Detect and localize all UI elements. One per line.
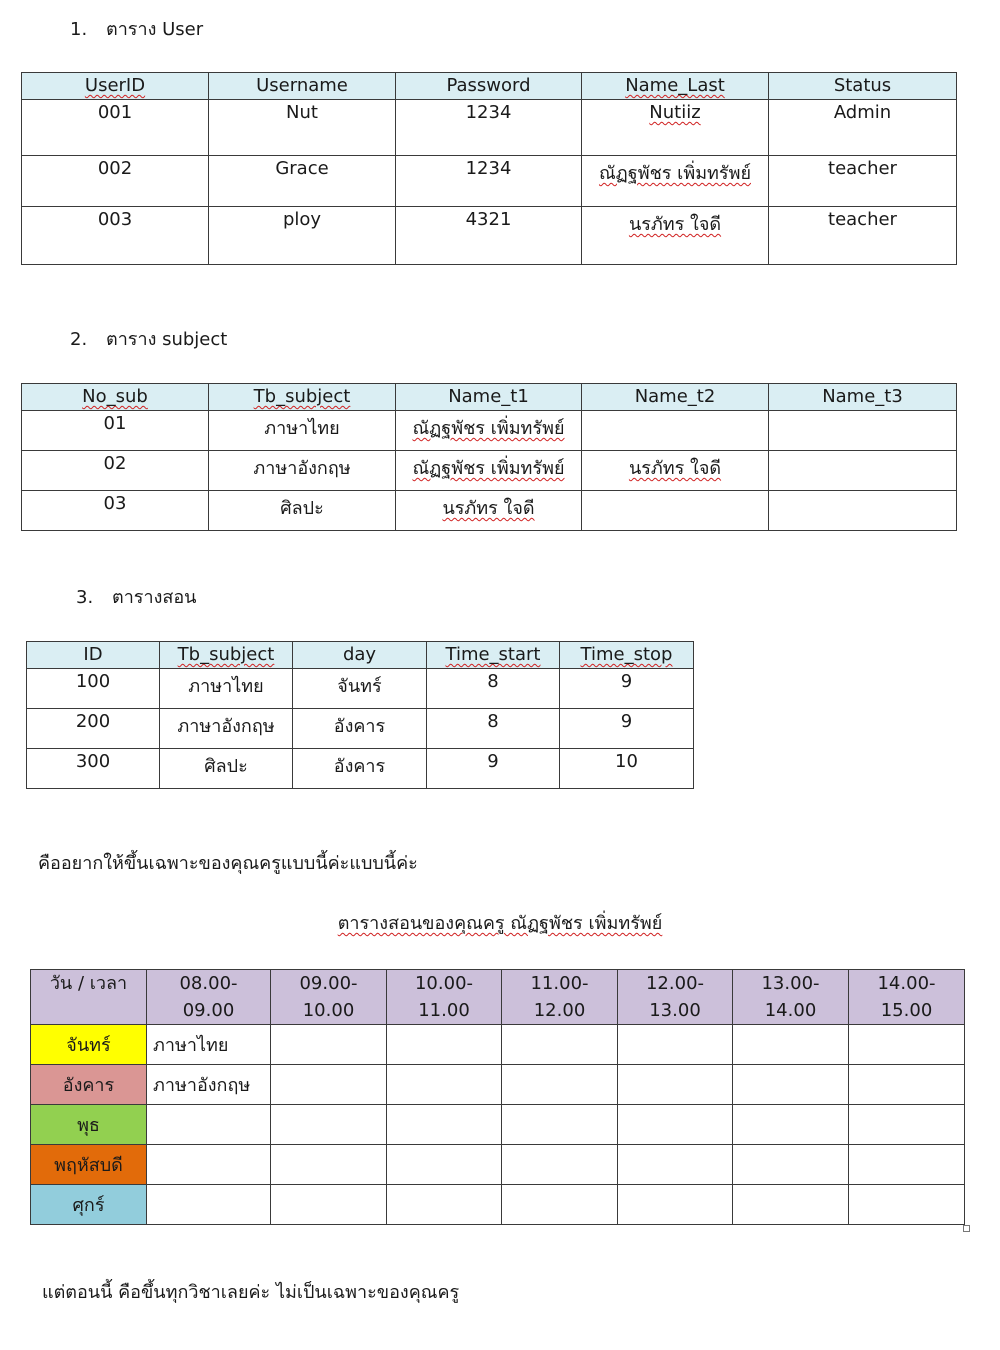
table-cell: ณัฏฐพัชร เพิ่มทรัพย์ bbox=[396, 411, 582, 451]
table-cell: 03 bbox=[22, 491, 209, 531]
time-header: 11.00- 12.00 bbox=[502, 970, 618, 1025]
teaching-header-time-start: Time_start bbox=[427, 642, 560, 669]
table-cell: ศิลปะ bbox=[209, 491, 396, 531]
schedule-cell bbox=[618, 1025, 733, 1065]
teaching-header-tb-subject: Tb_subject bbox=[160, 642, 293, 669]
schedule-cell bbox=[271, 1185, 387, 1225]
section-2-title: ตาราง subject bbox=[106, 329, 228, 350]
table-cell: ploy bbox=[209, 207, 396, 265]
table-row bbox=[27, 749, 694, 789]
table-cell: Grace bbox=[209, 156, 396, 207]
table-cell: 9 bbox=[427, 749, 560, 789]
table-cell bbox=[769, 411, 957, 451]
table-row bbox=[27, 669, 694, 709]
table-cell bbox=[769, 451, 957, 491]
user-table bbox=[21, 72, 957, 265]
table-resize-handle[interactable] bbox=[963, 1225, 970, 1232]
schedule-corner-header: วัน / เวลา bbox=[31, 970, 147, 1025]
table-row bbox=[22, 100, 957, 156]
schedule-cell bbox=[618, 1145, 733, 1185]
schedule-cell bbox=[502, 1065, 618, 1105]
teacher-schedule-table bbox=[30, 969, 965, 1225]
day-label: พุธ bbox=[31, 1105, 147, 1145]
table-cell bbox=[582, 411, 769, 451]
day-label: จันทร์ bbox=[31, 1025, 147, 1065]
schedule-cell bbox=[618, 1185, 733, 1225]
day-label: อังคาร bbox=[31, 1065, 147, 1105]
section-2-heading bbox=[70, 324, 227, 353]
table-cell: ศิลปะ bbox=[160, 749, 293, 789]
schedule-cell bbox=[733, 1025, 849, 1065]
teaching-header-id: ID bbox=[27, 642, 160, 669]
table-cell: 200 bbox=[27, 709, 160, 749]
table-row bbox=[27, 709, 694, 749]
schedule-row-monday bbox=[31, 1025, 965, 1065]
time-header: 10.00- 11.00 bbox=[387, 970, 502, 1025]
table-cell: 01 bbox=[22, 411, 209, 451]
teaching-header-day: day bbox=[293, 642, 427, 669]
schedule-cell bbox=[849, 1185, 965, 1225]
table-cell: ภาษาอังกฤษ bbox=[209, 451, 396, 491]
subject-header-name-t2: Name_t2 bbox=[582, 384, 769, 411]
schedule-cell bbox=[849, 1025, 965, 1065]
subject-header-name-t1: Name_t1 bbox=[396, 384, 582, 411]
day-label: พฤหัสบดี bbox=[31, 1145, 147, 1185]
table-cell: 9 bbox=[560, 709, 694, 749]
schedule-row-tuesday bbox=[31, 1065, 965, 1105]
table-row bbox=[22, 451, 957, 491]
time-header: 09.00- 10.00 bbox=[271, 970, 387, 1025]
table-cell: 100 bbox=[27, 669, 160, 709]
schedule-cell bbox=[387, 1185, 502, 1225]
table-cell: 003 bbox=[22, 207, 209, 265]
schedule-cell bbox=[733, 1145, 849, 1185]
subject-header-no-sub: No_sub bbox=[22, 384, 209, 411]
schedule-cell bbox=[618, 1105, 733, 1145]
schedule-cell bbox=[271, 1145, 387, 1185]
teaching-table bbox=[26, 641, 694, 789]
table-cell: 4321 bbox=[396, 207, 582, 265]
teaching-header-time-stop: Time_stop bbox=[560, 642, 694, 669]
day-label: ศุกร์ bbox=[31, 1185, 147, 1225]
table-cell: teacher bbox=[769, 207, 957, 265]
table-cell: นรภัทร ใจดี bbox=[582, 451, 769, 491]
table-cell: teacher bbox=[769, 156, 957, 207]
schedule-cell bbox=[271, 1025, 387, 1065]
schedule-cell bbox=[502, 1145, 618, 1185]
table-cell: อังคาร bbox=[293, 749, 427, 789]
schedule-title: ตารางสอนของคุณครู ณัฏฐพัชร เพิ่มทรัพย์ bbox=[337, 913, 663, 934]
time-header: 12.00- 13.00 bbox=[618, 970, 733, 1025]
schedule-row-thursday bbox=[31, 1145, 965, 1185]
schedule-cell bbox=[387, 1105, 502, 1145]
time-header: 08.00- 09.00 bbox=[147, 970, 271, 1025]
table-cell: ภาษาอังกฤษ bbox=[160, 709, 293, 749]
table-cell: 8 bbox=[427, 709, 560, 749]
schedule-cell bbox=[271, 1065, 387, 1105]
schedule-cell: ภาษาไทย bbox=[147, 1025, 271, 1065]
schedule-cell bbox=[147, 1105, 271, 1145]
table-row bbox=[22, 491, 957, 531]
table-cell: 1234 bbox=[396, 100, 582, 156]
table-cell: 300 bbox=[27, 749, 160, 789]
subject-header-tb-subject: Tb_subject bbox=[209, 384, 396, 411]
schedule-cell bbox=[387, 1025, 502, 1065]
subject-header-name-t3: Name_t3 bbox=[769, 384, 957, 411]
time-header: 14.00- 15.00 bbox=[849, 970, 965, 1025]
request-text: คืออยากให้ขึ้นเฉพาะของคุณครูแบบนี้ค่ะแบบนี้ค่ะ bbox=[38, 853, 418, 874]
table-cell: 02 bbox=[22, 451, 209, 491]
subject-table bbox=[21, 383, 957, 531]
table-cell: นรภัทร ใจดี bbox=[396, 491, 582, 531]
table-cell: 9 bbox=[560, 669, 694, 709]
section-3-number: 3. bbox=[76, 587, 94, 608]
table-row bbox=[22, 207, 957, 265]
table-cell: 1234 bbox=[396, 156, 582, 207]
user-header-userid: UserID bbox=[22, 73, 209, 100]
schedule-row-friday bbox=[31, 1185, 965, 1225]
table-cell: 8 bbox=[427, 669, 560, 709]
table-cell: 002 bbox=[22, 156, 209, 207]
schedule-cell bbox=[849, 1065, 965, 1105]
schedule-cell bbox=[502, 1025, 618, 1065]
time-header: 13.00- 14.00 bbox=[733, 970, 849, 1025]
table-cell: 001 bbox=[22, 100, 209, 156]
table-cell: ภาษาไทย bbox=[160, 669, 293, 709]
schedule-cell bbox=[733, 1185, 849, 1225]
schedule-cell bbox=[147, 1185, 271, 1225]
footer-text: แต่ตอนนี้ คือขึ้นทุกวิชาเลยค่ะ ไม่เป็นเฉพาะของคุณครู bbox=[42, 1282, 460, 1303]
section-3-title: ตารางสอน bbox=[112, 587, 197, 608]
table-cell: Admin bbox=[769, 100, 957, 156]
schedule-cell: ภาษาอังกฤษ bbox=[147, 1065, 271, 1105]
schedule-cell bbox=[849, 1105, 965, 1145]
schedule-cell bbox=[147, 1145, 271, 1185]
user-header-password: Password bbox=[396, 73, 582, 100]
table-cell: อังคาร bbox=[293, 709, 427, 749]
section-1-title: ตาราง User bbox=[106, 19, 204, 40]
schedule-cell bbox=[733, 1105, 849, 1145]
table-cell: ณัฏฐพัชร เพิ่มทรัพย์ bbox=[582, 156, 769, 207]
section-3-heading bbox=[76, 582, 196, 611]
section-1-heading bbox=[70, 14, 203, 43]
table-cell: Nut bbox=[209, 100, 396, 156]
schedule-cell bbox=[618, 1065, 733, 1105]
schedule-row-wednesday bbox=[31, 1105, 965, 1145]
section-2-number: 2. bbox=[70, 329, 88, 350]
schedule-cell bbox=[387, 1065, 502, 1105]
table-cell: จันทร์ bbox=[293, 669, 427, 709]
user-header-username: Username bbox=[209, 73, 396, 100]
schedule-cell bbox=[849, 1145, 965, 1185]
table-cell: ณัฏฐพัชร เพิ่มทรัพย์ bbox=[396, 451, 582, 491]
schedule-cell bbox=[733, 1065, 849, 1105]
table-row bbox=[22, 156, 957, 207]
schedule-cell bbox=[387, 1145, 502, 1185]
user-header-name-last: Name_Last bbox=[582, 73, 769, 100]
schedule-cell bbox=[502, 1185, 618, 1225]
table-cell: Nutiiz bbox=[582, 100, 769, 156]
table-row bbox=[22, 411, 957, 451]
table-cell: ภาษาไทย bbox=[209, 411, 396, 451]
table-cell bbox=[582, 491, 769, 531]
schedule-cell bbox=[502, 1105, 618, 1145]
table-cell: นรภัทร ใจดี bbox=[582, 207, 769, 265]
section-1-number: 1. bbox=[70, 19, 88, 40]
user-header-status: Status bbox=[769, 73, 957, 100]
table-cell: 10 bbox=[560, 749, 694, 789]
table-cell bbox=[769, 491, 957, 531]
schedule-cell bbox=[271, 1105, 387, 1145]
